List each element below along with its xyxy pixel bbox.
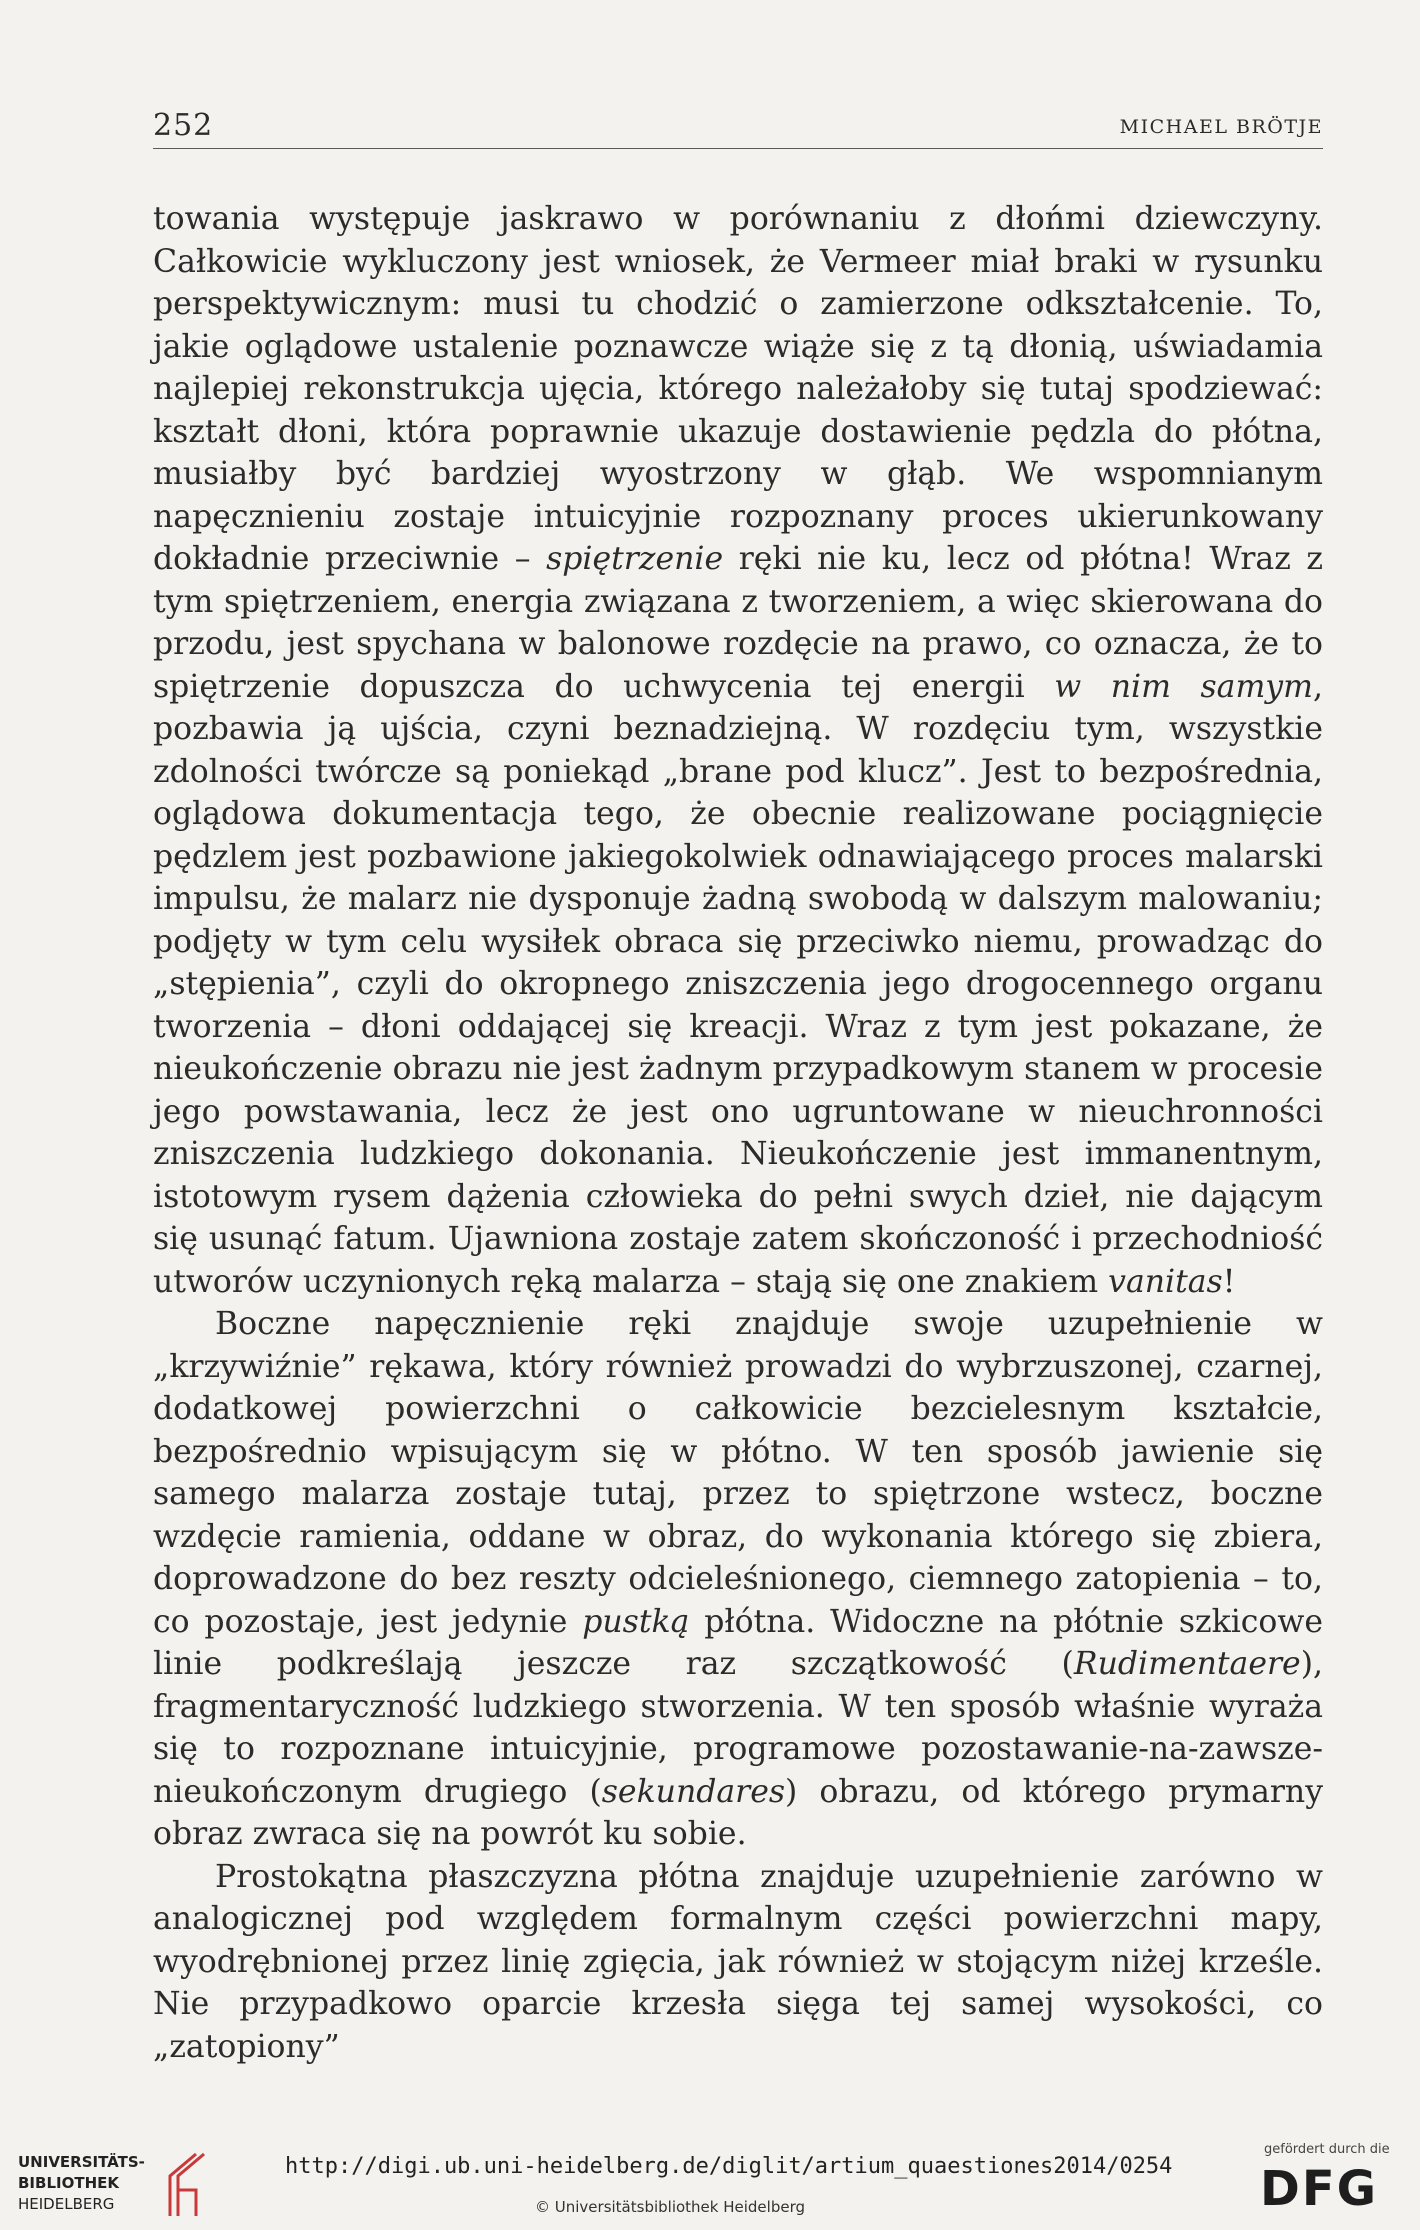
body-text — [153, 198, 1323, 2068]
library-mark-icon — [156, 2150, 226, 2220]
copyright-notice: © Universitätsbibliothek Heidelberg — [535, 2198, 806, 2216]
digitization-footer — [0, 2132, 1420, 2230]
page-header — [153, 108, 1323, 149]
text-run: Boczne napęcznienie ręki znajduje swoje uzupełnienie w „krzywiźnie” rękawa, który również prowadzi do wybrzuszonej, czarnej, dodatkowej powierzchni o całkowicie bezcielesnym kształcie, bezpośrednio wpisującym się w płótno. W ten sposób jawienie się samego malarza zostaje tutaj, przez to spiętrzone wstecz, boczne wzdęcie ramienia, oddane w obraz, do wykonania którego się zbiera, doprowadzone do bez reszty odcieleśnionego, ciemnego zatopienia – to, co pozostaje, jest jedynie — [153, 1306, 1323, 1640]
italic-term: pustką — [582, 1603, 690, 1640]
library-name-line-2: BIBLIOTHEK — [18, 2174, 119, 2192]
text-run: ręki nie ku, lecz od płótna! Wraz z tym spiętrzeniem, energia związana z tworzeniem, a więc skierowana do przodu, jest spychana w balonowe rozdęcie na prawo, co oznacza, że to spiętrzenie dopuszcza do uchwycenia tej energii — [153, 541, 1323, 705]
library-name-line-3: HEIDELBERG — [18, 2195, 115, 2213]
text-run: , pozbawia ją ujścia, czyni beznadziejną. W rozdęciu tym, wszystkie zdolności twórcze są poniekąd „brane pod klucz”. Jest to bezpośrednia, oglądowa dokumentacja tego, że obecnie realizowane pociągnięcie pędzlem jest pozbawione jakiegokolwiek odnawiającego proces malarski impulsu, że malarz nie dysponuje żadną swobodą w dalszym malowaniu; podjęty w tym celu wysiłek obraca się przeciwko niemu, prowadząc do „stępienia”, czyli do okropnego zniszczenia jego drogocennego organu tworzenia – dłoni oddającej się kreacji. Wraz z tym jest pokazane, że nieukończenie obrazu nie jest żadnym przypadkowym stanem w procesie jego powstawania, lecz że jest ono ugruntowane w nieuchronności zniszczenia ludzkiego dokonania. Nieukończenie jest immanentnym, istotowym rysem dążenia człowieka do pełni swych dzieł, nie dającym się usunąć fatum. Ujawniona zostaje zatem skończoność i przechodniość utworów uczynionych ręką malarza – stają się one znakiem — [153, 668, 1323, 1300]
funder-block — [1260, 2142, 1410, 2222]
text-run: ), fragmentaryczność ludzkiego stworzenia. W ten sposób właśnie wyraża się to rozpoznane intuicyjnie, programowe pozostawanie-na-zawsze-nieukończonym drugiego ( — [153, 1646, 1323, 1810]
funding-caption: gefördert durch die — [1264, 2142, 1390, 2157]
text-run: ) obrazu, od którego prymarny obraz zwraca się na powrót ku sobie. — [153, 1773, 1323, 1852]
italic-term: sekundares — [601, 1773, 786, 1810]
library-name-line-1: UNIVERSITÄTS- — [18, 2153, 145, 2171]
italic-term: w nim samym — [1054, 668, 1313, 705]
italic-term: Rudimentaere — [1073, 1646, 1301, 1682]
italic-term: vanitas — [1108, 1263, 1223, 1300]
library-logo — [18, 2150, 228, 2220]
running-head: MICHAEL BRÖTJE — [1119, 116, 1323, 138]
text-run: Prostokątna płaszczyzna płótna znajduje uzupełnienie zarówno w analogicznej pod względem formalnym części powierzchni mapy, wyodrębnionej przez linię zgięcia, jak również w stojącym niżej krześle. Nie przypadkowo oparcie krzesła sięga tej samej wysokości, co „zatopiony” — [153, 1858, 1323, 2065]
italic-term: spiętrzenie — [546, 541, 724, 577]
paragraph-2 — [153, 1303, 1323, 1856]
page-number: 252 — [153, 108, 214, 143]
permalink-url[interactable]: http://digi.ub.uni-heidelberg.de/diglit/artium_quaestiones2014/0254 — [285, 2154, 1173, 2179]
paragraph-1 — [153, 198, 1323, 1303]
text-run: towania występuje jaskrawo w porównaniu z dłońmi dziewczyny. Całkowicie wykluczony jest wniosek, że Vermeer miał braki w rysunku perspektywicznym: musi tu chodzić o zamierzone odkształcenie. To, jakie oglądowe ustalenie poznawcze wiąże się z tą dłonią, uświadamia najlepiej rekonstrukcja ujęcia, którego należałoby się tutaj spodziewać: kształt dłoni, która poprawnie ukazuje dostawienie pędzla do płótna, musiałby być bardziej wyostrzony w głąb. We wspomnianym napęcznieniu zostaje intuicyjnie rozpoznany proces ukierunkowany dokładnie przeciwnie – — [153, 201, 1323, 577]
dfg-logo: DFG — [1260, 2161, 1379, 2217]
text-run: płótna. Widoczne na płótnie szkicowe linie podkreślają jeszcze raz szczątkowość ( — [153, 1603, 1323, 1682]
text-run: ! — [1222, 1263, 1236, 1300]
paragraph-3 — [153, 1856, 1323, 2069]
